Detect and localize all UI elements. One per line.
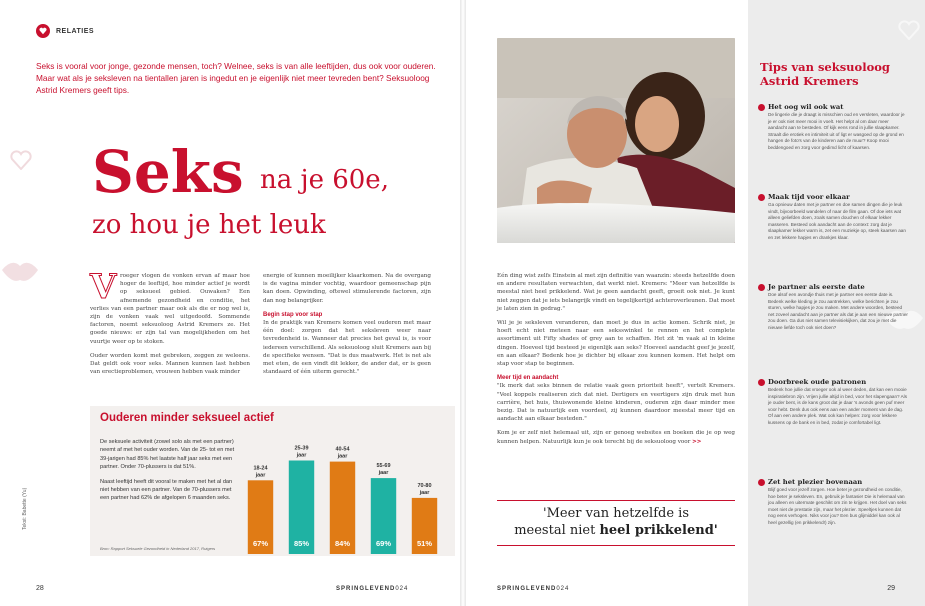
tip-body: Ga opnieuw daten met je partner en doe samen dingen die je leuk vindt, bijvoorbeeld wandelen of naar de film gaan. Of doe iets wat alleen geliefden doen, zoals samen douchen of elkaar lekker masseren. Besteed ook aandacht aan de context: zorg dat je slaapkamer lekker warm is, zet een muziekje op, steek kaarsen aan en zet lekkere hapjes en drankjes klaar. — [768, 202, 906, 240]
value-label: 85% — [293, 539, 310, 548]
value-label: 51% — [416, 539, 433, 548]
infobox-text-2: Naast leeftijd heeft dit vooral te maken met het al dan niet hebben van een partner. Van de 70-plussers met een partner had 62% de afgelopen 6 maanden seks. — [100, 478, 233, 502]
category-label: 40-54 — [335, 446, 350, 453]
tip-item — [758, 378, 908, 427]
bullet-icon — [758, 104, 765, 111]
brand-issue: 024 — [395, 586, 409, 592]
bar-chart — [240, 426, 445, 556]
article-column-2 — [263, 272, 431, 382]
lips-decoration-icon — [0, 250, 40, 290]
footer-brand-left — [336, 586, 408, 592]
bullet-icon — [758, 284, 765, 291]
page-gutter — [460, 0, 466, 606]
tip-item — [758, 103, 908, 152]
tip-heading: Maak tijd voor elkaar — [768, 193, 850, 201]
tip-item — [758, 193, 908, 242]
infobox-title: Ouderen minder seksueel actief — [100, 412, 274, 424]
category-unit-label: jaar — [378, 470, 389, 477]
brand-name: SPRINGLEVEND — [336, 586, 396, 592]
category-unit-label: jaar — [255, 472, 266, 479]
dropcap: V — [90, 267, 117, 307]
continue-marker: >> — [692, 438, 702, 445]
section-label: RELATIES — [56, 27, 95, 35]
col1-paragraph-1: roeger vlogen de vonken ervan af maar hoe hoger de leeftijd, hoe minder actief je wordt op seksueel gebied. Ouwaken? Een afnemende gezondheid en conditie, het verlies van een partner maar ook als die er nog wel is, zijn de vonken vaak wel uitgedoofd. Sommende factoren, noemt seksuoloog Astrid Kremers ze. Het goede nieuws: er zijn tal van mogelijkheden om het vuurtje weer op te stoken. — [90, 273, 250, 345]
tip-heading: Het oog wil ook wat — [768, 103, 844, 111]
article-column-3 — [497, 272, 735, 452]
tips-sidebar — [748, 0, 925, 606]
quote-line-2-plain: meestal niet — [514, 523, 600, 538]
category-unit-label: jaar — [419, 489, 430, 496]
heart-icon — [36, 24, 50, 38]
category-unit-label: jaar — [337, 453, 348, 460]
quote-line-1: 'Meer van hetzelfde is — [543, 506, 689, 521]
value-label: 69% — [375, 539, 392, 548]
headline-line2: zo hou je het leuk — [92, 210, 326, 240]
col3-paragraph-2: Wil je je seksleven veranderen, dan moet je dus in actie komen. Schrik niet, je hoeft echt niet meteen naar een seksswinkel te rennen en het complete assortiment uit Fifty shades of grey aan te schaffen. Het zit 'm vaak al in kleine dingen. Hoeveel tijd besteed je eigenlijk aan seks? Hoeveel aandacht geef je jezelf, en aan elkaar? Bedenk hoe je dichter bij elkaar zou kunnen komen. Het helpt om stap voor stap te beginnen. — [497, 320, 735, 368]
infobox — [90, 406, 455, 556]
infobox-text — [100, 438, 235, 509]
heart-decoration-icon — [898, 20, 920, 40]
tip-body: Doe alsof een avondje thuis met je partner een eerste date is. Bedenk welke kleding je zou aantrekken, welke berichten je zou sturen, welke hapjes je zou maken. Met andere woorden, besteed net zoveel aandacht aan je partner als dat je aan een nieuwe partner zou doen. Ga dus niet samen televisiekijken, dat zou je met die nieuwe liefde toch ook niet doen? — [768, 292, 908, 330]
bullet-icon — [758, 479, 765, 486]
text-credit: Tekst: Babette (Yu) — [22, 487, 28, 530]
tip-item — [758, 478, 908, 527]
tip-heading: Doorbreek oude patronen — [768, 378, 867, 386]
value-label: 67% — [252, 539, 269, 548]
tip-heading: Je partner als eerste date — [768, 283, 865, 291]
tip-body: Blijf goed voor jezelf zorgen. Hoe beter je gezondheid en conditie, hoe beter je seksleven. En, gebruik je fantasie! Die is helemaal van jou alleen en uitermate geschikt om zin te krijgen. Het doel van seks moet niet de prestatie zijn, maar het plezier. Speeltjes kunnen dat nog eens verhogen. Niks voor jou? Een bus glijmiddel kan ook al heel gezellig (en prikkelend!) zijn. — [768, 487, 907, 525]
col3-paragraph-3: "Ik merk dat seks binnen de relatie vaak geen prioriteit heeft", vertelt Kremers. "Veel koppels realiseren zich dat niet. Dertigers en veertigers zijn druk met hun carrière, het huis, thuiswonende kleine kinderen, ouderen zijn daar minder mee bezig. Dat is natuurlijk een voordeel, zij kunnen daardoor meestal meer tijd en aandacht aan elkaar besteden." — [497, 383, 735, 423]
tip-heading: Zet het plezier bovenaan — [768, 478, 863, 486]
couple-photo-illustration — [497, 38, 735, 243]
page-number-left: 28 — [36, 585, 44, 592]
category-label: 25-39 — [294, 445, 309, 452]
headline-big: Seks — [92, 138, 244, 206]
intro-text: Seks is vooral voor jonge, gezonde mensen, toch? Welnee, seks is van alle leeftijden, dus ook voor ouderen. Maar wat als je seksleven na tientallen jaren is ingedut en je eigenlijk niet meer tevreden bent? Seksuoloog Astrid Kremers geeft tips. — [36, 61, 436, 95]
category-unit-label: jaar — [296, 452, 307, 459]
col2-paragraph-1: energie of kunnen moeilijker klaarkomen. Na de overgang is de vagina minder vochtig, waardoor gemeenschap pijn kan doen. Opwinding, oftewel stimulerende factoren, zijn dan nog belangrijker. — [263, 273, 431, 304]
footer-brand-right — [497, 586, 569, 592]
col2-subheading: Begin stap voor stap — [263, 311, 323, 318]
pull-quote — [497, 505, 735, 539]
headline-rest: na je 60e, — [260, 165, 389, 195]
page-number-right: 29 — [887, 585, 895, 592]
category-label: 18-24 — [253, 465, 268, 472]
col1-paragraph-2: Ouder worden komt met gebreken, zeggen ze weleens. Dat geldt ook voor seks. Mannen kunnen last hebben van erectieproblemen, vrouwen hebben vaak minder — [90, 352, 250, 376]
quote-rule-top — [497, 500, 735, 501]
category-label: 70-80 — [417, 482, 432, 489]
col3-paragraph-4: Kom je er zelf niet helemaal uit, zijn er genoeg websites en boeken die je op weg kunnen helpen. Natuurlijk kun je ook terecht bij de seksuoloog voor — [497, 430, 735, 445]
quote-rule-bottom — [497, 545, 735, 546]
quote-line-2-bold: heel prikkelend' — [599, 523, 718, 538]
couple-photo — [497, 38, 735, 243]
tip-body: Bedenk hoe jullie dat vroeger ook al weer deden, dat kan een mooie inspiratiebron zijn. Vrijen jullie altijd in bed, voor het slapengaan? Als je ouder bent, is de kans groot dat je daar 's avonds geen puf meer voor hebt. Denk dus ook eens aan een ander moment van de dag. Of aan een andere plek. Wat ook kan helpen: zorg voor lekkere kussens op de bank en in bed, zodat je comfortabel ligt. — [768, 387, 908, 425]
category-label: 55-69 — [376, 463, 391, 470]
col2-paragraph-2: In de praktijk van Kremers komen veel ouderen met maar één doel: zorgen dat het seksleven weer naar tevredenheid is. Wanneer dat precies het geval is, is voor iedereen verschillend. Als seksuoloog sluit Kremers aan bij de specifieke wensen. "Dat is dus maatwerk. Het is net als met eten, de een vindt dit lekker, de ander dat, er is geen standaard of één uiterm gerecht." — [263, 320, 431, 376]
infobox-source: Bron: Rapport Seksuele Gezondheid in Nederland 2017, Rutgers — [100, 546, 216, 551]
sidebar-title: Tips van seksuoloog Astrid Kremers — [760, 60, 890, 88]
col3-subheading: Meer tijd en aandacht — [497, 375, 559, 382]
infobox-text-1: De seksuele activiteit (zowel solo als met een partner) neemt af met het ouder worden. Van de 25- tot en met 39-jarigen had 85% het laatste half jaar seks met een partner. Onder 70-plussers is dat 51%. — [100, 439, 235, 471]
tip-body: De lingerie die je draagt is misschien oud en versleten, waardoor je je er ook niet meer mooi in voelt. Het helpt al om daar meer aandacht aan te besteden. Of kijk eens rond in jullie slaapkamer. Straalt die erotiek en intimiteit uit of ligt er wasgoed op de grond en hangen de foto's van de kinderen aan de muur? Koop mooi beddengoed en zorg voor gedimd licht of kaarsen. — [768, 112, 905, 150]
col3-paragraph-1: Eén ding wist zelfs Einstein al met zijn definitie van waanzin: steeds hetzelfde doen en andere resultaten verwachten, dat werkt niet. Kremers: "Meer van hetzelfde is meestal niet heel prikkelend. Wat je geen aandacht geeft, groeit ook niet. Je kunt niet zeggen dat je iets belangrijk vindt en tegelijkertijd achteroverleunen. Dat moet je laten zien in gedrag." — [497, 273, 735, 312]
bullet-icon — [758, 379, 765, 386]
brand-issue-right: 024 — [556, 586, 570, 592]
article-column-1 — [90, 267, 250, 382]
value-label: 84% — [334, 539, 351, 548]
bullet-icon — [758, 194, 765, 201]
brand-name-right: SPRINGLEVEND — [497, 586, 557, 592]
tip-item — [758, 283, 908, 332]
heart-decoration-icon — [10, 150, 32, 170]
section-tag — [36, 24, 94, 38]
